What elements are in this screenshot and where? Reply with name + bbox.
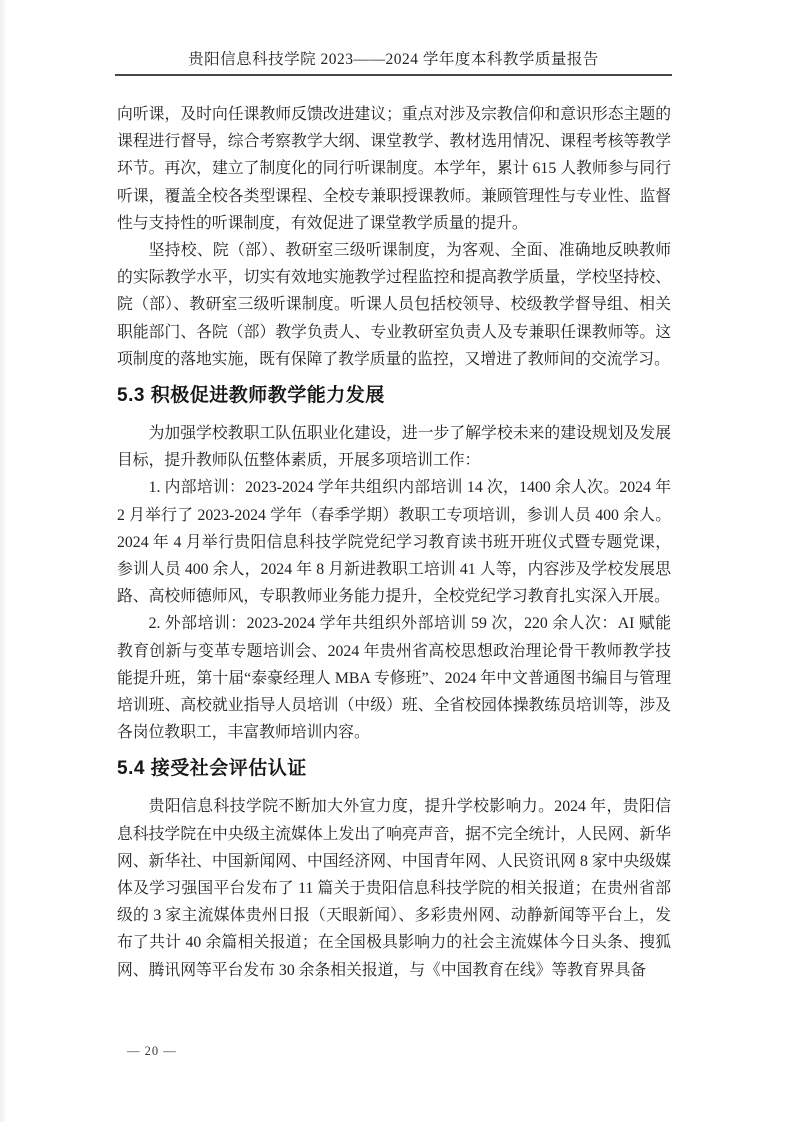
header-title: 贵阳信息科技学院 2023——2024 学年度本科教学质量报告 bbox=[188, 51, 599, 68]
page-header bbox=[115, 50, 672, 76]
section-heading-5-3: 5.3 积极促进教师教学能力发展 bbox=[117, 385, 385, 407]
paragraph-media-coverage: 贵阳信息科技学院不断加大外宣力度，提升学校影响力。2024 年，贵阳信息科技学院在中央级主流媒体上发出了响亮声音，据不完全统计，人民网、新华网、新华社、中国新闻网、中国经济网、中国青年网、人民资讯网 8 家中央级媒体及学习强国平台发布了 11 篇关于贵阳信息科技学院的相关报道；在贵州省部级的 3 家主流媒体贵州日报（天眼新闻）、多彩贵州网、动静新闻等平台上，发布了共计 40 余篇相关报道；在全国极具影响力的社会主流媒体今日头条、搜狐网、腾讯网等平台发布 30 余条相关报道，与《中国教育在线》等教育界具备 bbox=[117, 798, 671, 979]
paragraph-training-intro: 为加强学校教职工队伍职业化建设，进一步了解学校未来的建设规划及发展目标，提升教师队伍整体素质，开展多项培训工作： bbox=[117, 425, 671, 470]
paragraph-internal-training: 1. 内部培训：2023-2024 学年共组织内部培训 14 次，1400 余人次。2024 年 2 月举行了 2023-2024 学年（春季学期）教职工专项培训，参训人员 400 余人。2024 年 4 月举行贵阳信息科技学院党纪学习教育读书班开班仪式暨专题党课，参训人员 400 余人，2024 年 8 月新进教职工培训 41 人等，内容涉及学校发展思路、高校师德师风，专职教师业务能力提升，全校党纪学习教育扎实深入开展。 bbox=[117, 479, 671, 606]
paragraph-three-level-listening-system: 坚持校、院（部）、教研室三级听课制度，为客观、全面、准确地反映教师的实际教学水平，切实有效地实施教学过程监控和提高教学质量，学校坚持校、院（部）、教研室三级听课制度。听课人员包括校领导、校级教学督导组、相关职能部门、各院（部）教学负责人、专业教研室负责人及专兼职任课教师等。这项制度的落地实施，既有保障了教学质量的监控，又增进了教师间的交流学习。 bbox=[117, 242, 671, 368]
document-body bbox=[117, 101, 671, 984]
page-number: — 20 — bbox=[127, 1044, 177, 1058]
paragraph-peer-listening-continued: 向听课，及时向任课教师反馈改进建议；重点对涉及宗教信仰和意识形态主题的课程进行督导，综合考察教学大纲、课堂教学、教材选用情况、课程考核等教学环节。再次，建立了制度化的同行听课制度。本学年，累计 615 人教师参与同行听课，覆盖全校各类型课程、全校专兼职授课教师。兼顾管理性与专业性、监督性与支持性的听课制度，有效促进了课堂教学质量的提升。 bbox=[117, 106, 671, 232]
page-footer bbox=[127, 1044, 177, 1059]
section-heading-5-4: 5.4 接受社会评估认证 bbox=[117, 758, 307, 780]
paragraph-external-training: 2. 外部培训：2023-2024 学年共组织外部培训 59 次，220 余人次：AI 赋能教育创新与变革专题培训会、2024 年贵州省高校思想政治理论骨干教师教学技能提升班，第十届“泰豪经理人 MBA 专修班”、2024 年中文普通图书编目与管理培训班、高校就业指导人员培训（中级）班、全省校园体操教练员培训等，涉及各岗位教职工，丰富教师培训内容。 bbox=[117, 615, 671, 742]
